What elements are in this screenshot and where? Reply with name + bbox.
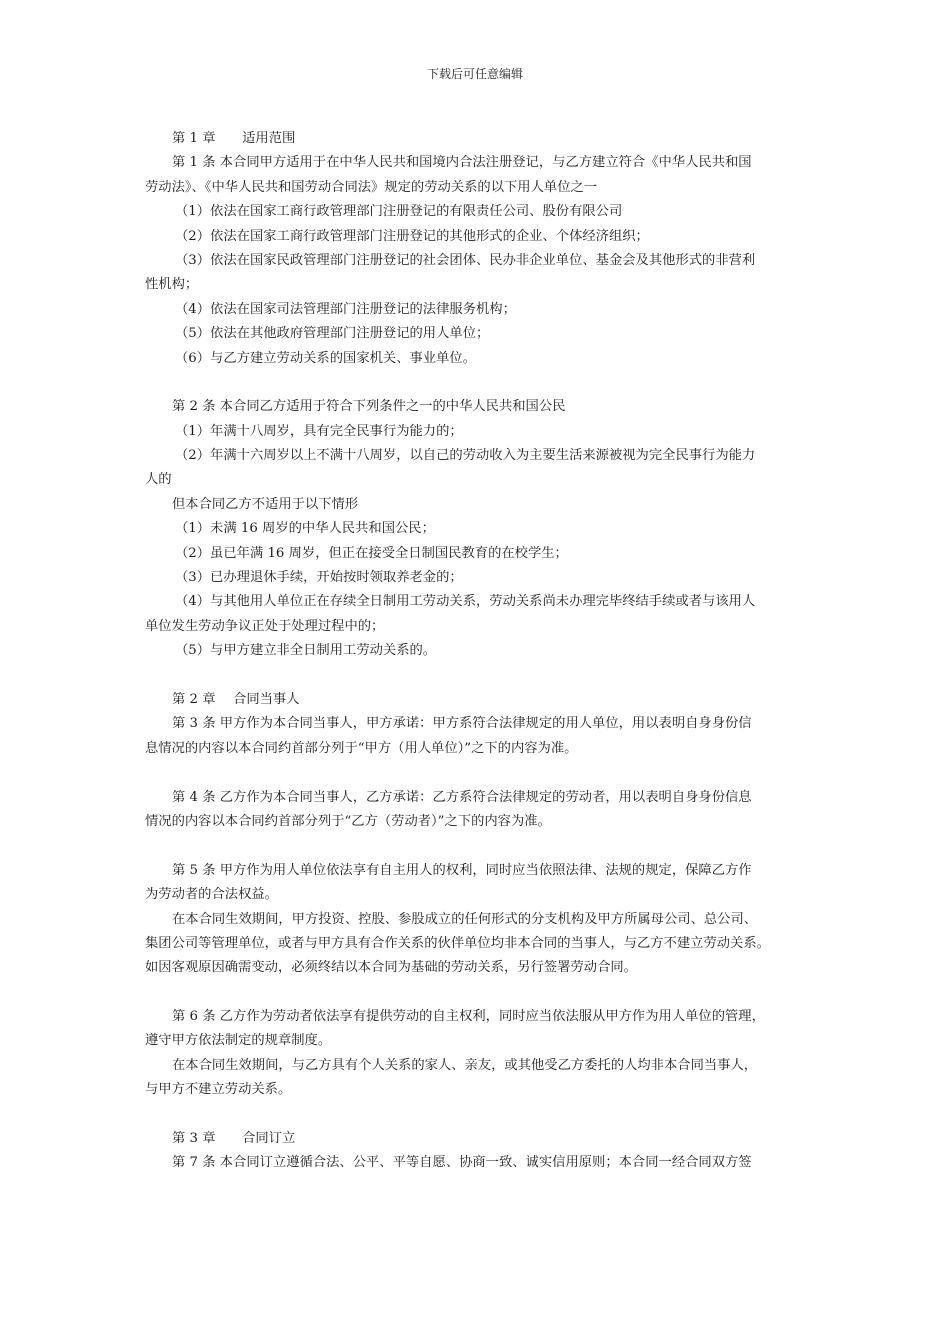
article-line: 第 6 条 乙方作为劳动者依法享有提供劳动的自主权利，同时应当依法服从甲方作为用人单位的管理， xyxy=(172,1009,765,1025)
article-line: 为劳动者的合法权益。 xyxy=(145,887,278,903)
article-line: 第 7 条 本合同订立遵循合法、公平、平等自愿、协商一致、诚实信用原则；本合同一经合同双方签 xyxy=(172,1155,752,1171)
article-line: 第 4 条 乙方作为本合同当事人，乙方承诺：乙方系符合法律规定的劳动者，用以表明自身身份信息 xyxy=(172,789,752,805)
list-item: （3）依法在国家民政管理部门注册登记的社会团体、民办非企业单位、基金会及其他形式的非营利 xyxy=(175,252,756,268)
list-item-continuation: 性机构； xyxy=(145,277,199,293)
paragraph-line: 在本合同生效期间，与乙方具有个人关系的家人、亲友，或其他受乙方委托的人均非本合同当事人， xyxy=(172,1057,758,1073)
document-body xyxy=(145,127,825,1176)
blank-line xyxy=(145,1103,825,1127)
list-item: （4）依法在国家司法管理部门注册登记的法律服务机构； xyxy=(175,301,516,317)
chapter-heading: 第 2 章 合同当事人 xyxy=(172,691,300,707)
blank-line xyxy=(145,371,825,395)
article-line: 息情况的内容以本合同约首部分列于“甲方（用人单位）”之下的内容为准。 xyxy=(145,740,578,756)
paragraph-line: 如因客观原因确需变动，必须终结以本合同为基础的劳动关系，另行签署劳动合同。 xyxy=(145,960,637,976)
blank-line xyxy=(145,981,825,1005)
paragraph-line: 集团公司等管理单位，或者与甲方具有合作关系的伙伴单位均非本合同的当事人，与乙方不建立劳动关系。 xyxy=(145,935,770,951)
blank-line xyxy=(145,664,825,688)
article-line: 第 3 条 甲方作为本合同当事人，甲方承诺：甲方系符合法律规定的用人单位，用以表明自身身份信 xyxy=(172,716,752,732)
paragraph-line: 但本合同乙方不适用于以下情形 xyxy=(172,496,359,512)
list-item: （1）未满 16 周岁的中华人民共和国公民； xyxy=(175,521,435,537)
paragraph-line: 在本合同生效期间，甲方投资、控股、参股成立的任何形式的分支机构及甲方所属母公司、总公司、 xyxy=(172,911,758,927)
list-item: （1）依法在国家工商行政管理部门注册登记的有限责任公司、股份有限公司 xyxy=(175,204,623,220)
list-item: （2）虽已年满 16 周岁，但正在接受全日制国民教育的在校学生； xyxy=(175,545,568,561)
blank-line xyxy=(145,834,825,858)
article-line: 第 2 条 本合同乙方适用于符合下列条件之一的中华人民共和国公民 xyxy=(172,399,566,415)
article-line: 第 1 条 本合同甲方适用于在中华人民共和国境内合法注册登记，与乙方建立符合《中华人民共和国 xyxy=(172,155,752,171)
article-line: 遵守甲方依法制定的规章制度。 xyxy=(145,1033,332,1049)
list-item: （3）已办理退休手续，开始按时领取养老金的； xyxy=(175,570,463,586)
chapter-heading: 第 1 章 适用范围 xyxy=(172,131,296,146)
paragraph-line: 与甲方不建立劳动关系。 xyxy=(145,1082,292,1098)
list-item: （4）与其他用人单位正在存续全日制用工劳动关系，劳动关系尚未办理完毕终结手续或者与该用人 xyxy=(175,594,756,610)
list-item: （2）年满十六周岁以上不满十八周岁，以自己的劳动收入为主要生活来源被视为完全民事行为能力 xyxy=(175,448,756,464)
list-item: （5）依法在其他政府管理部门注册登记的用人单位； xyxy=(175,326,490,342)
list-item: （6）与乙方建立劳动关系的国家机关、事业单位。 xyxy=(175,350,476,366)
article-line: 第 5 条 甲方作为用人单位依法享有自主用人的权利，同时应当依照法律、法规的规定，保障乙方作 xyxy=(172,862,752,878)
list-item-continuation: 人的 xyxy=(145,472,172,488)
chapter-heading: 第 3 章 合同订立 xyxy=(172,1131,296,1147)
list-item: （5）与甲方建立非全日制用工劳动关系的。 xyxy=(175,643,437,659)
list-item: （1）年满十八周岁，具有完全民事行为能力的； xyxy=(175,423,463,439)
page-header-note: 下载后可任意编辑 xyxy=(426,67,523,81)
list-item-continuation: 单位发生劳动争议正处于处理过程中的； xyxy=(145,618,385,634)
list-item: （2）依法在国家工商行政管理部门注册登记的其他形式的企业、个体经济组织； xyxy=(175,228,649,244)
blank-line xyxy=(145,761,825,785)
article-line: 劳动法》、《中华人民共和国劳动合同法》规定的劳动关系的以下用人单位之一 xyxy=(145,179,598,195)
article-line: 情况的内容以本合同约首部分列于“乙方（劳动者）”之下的内容为准。 xyxy=(145,813,551,829)
